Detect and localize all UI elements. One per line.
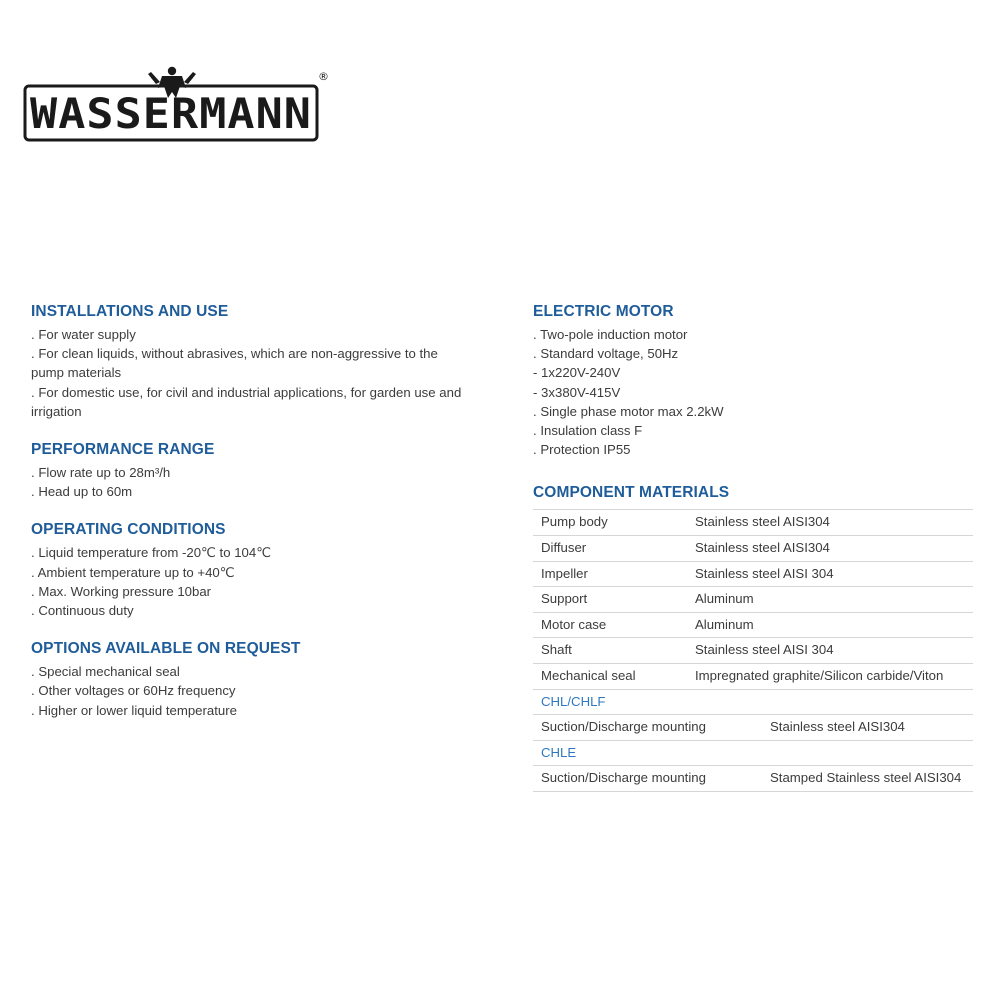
material-cell: Impregnated graphite/Silicon carbide/Viton xyxy=(687,663,973,689)
installations-list xyxy=(31,325,491,421)
installations-section xyxy=(31,302,491,421)
table-row xyxy=(533,510,973,536)
material-cell: Aluminum xyxy=(687,587,973,613)
performance-list xyxy=(31,463,491,501)
material-cell: Aluminum xyxy=(687,612,973,638)
list-item: . Liquid temperature from -20℃ to 104℃ xyxy=(31,545,272,561)
list-item: - 3x380V-415V xyxy=(533,384,621,400)
part-cell: Pump body xyxy=(533,510,687,536)
list-item: . For domestic use, for civil and industrial applications, for garden use and xyxy=(31,384,462,400)
right-column xyxy=(533,302,973,792)
list-item: . Max. Working pressure 10bar xyxy=(31,583,212,599)
motor-section xyxy=(533,302,973,459)
group-label-chle: CHLE xyxy=(533,740,973,766)
performance-section xyxy=(31,440,491,501)
list-item: . For water supply xyxy=(31,327,136,342)
list-item: . Continuous duty xyxy=(31,603,134,619)
table-row xyxy=(533,715,973,741)
list-item: . Other voltages or 60Hz frequency xyxy=(31,683,236,699)
materials-table xyxy=(533,509,973,689)
installations-heading: INSTALLATIONS AND USE xyxy=(31,303,229,320)
list-item: . Standard voltage, 50Hz xyxy=(533,346,679,362)
table-row xyxy=(533,638,973,664)
part-cell: Support xyxy=(533,587,687,613)
group-row xyxy=(533,690,973,715)
list-item: . Higher or lower liquid temperature xyxy=(31,702,237,718)
material-cell: Stainless steel AISI 304 xyxy=(687,638,973,664)
wassermann-logo-icon xyxy=(22,62,327,144)
options-heading: OPTIONS AVAILABLE ON REQUEST xyxy=(31,640,301,658)
table-row xyxy=(533,766,973,792)
material-cell: Stainless steel AISI 304 xyxy=(687,561,973,587)
options-list xyxy=(31,662,491,720)
table-row xyxy=(533,536,973,562)
list-item: . Protection IP55 xyxy=(533,442,631,458)
performance-heading: PERFORMANCE RANGE xyxy=(31,441,215,459)
list-item: . For clean liquids, without abrasives, which are non-aggressive to the xyxy=(31,346,438,362)
list-item: irrigation xyxy=(31,403,82,419)
group-label-chl: CHL/CHLF xyxy=(533,690,973,715)
list-item: . Ambient temperature up to +40℃ xyxy=(31,564,235,580)
part-cell: Suction/Discharge mounting xyxy=(533,715,762,741)
list-item: pump materials xyxy=(31,365,122,381)
part-cell: Mechanical seal xyxy=(533,663,687,689)
list-item: . Single phase motor max 2.2kW xyxy=(533,403,724,419)
table-row xyxy=(533,612,973,638)
motor-heading: ELECTRIC MOTOR xyxy=(533,303,674,320)
list-item: . Insulation class F xyxy=(533,423,643,439)
material-cell: Stamped Stainless steel AISI304 xyxy=(762,766,973,792)
material-cell: Stainless steel AISI304 xyxy=(687,536,973,562)
materials-heading: COMPONENT MATERIALS xyxy=(533,484,730,502)
table-row xyxy=(533,561,973,587)
operating-list xyxy=(31,543,491,620)
operating-heading: OPERATING CONDITIONS xyxy=(31,521,226,539)
list-item: . Head up to 60m xyxy=(31,484,133,500)
list-item: . Two-pole induction motor xyxy=(533,327,688,342)
list-item: . Special mechanical seal xyxy=(31,664,180,680)
part-cell: Impeller xyxy=(533,561,687,587)
part-cell: Suction/Discharge mounting xyxy=(533,766,762,792)
options-section xyxy=(31,639,491,720)
logo-wordmark: WASSERMANN xyxy=(30,89,312,138)
list-item: - 1x220V-240V xyxy=(533,365,621,381)
material-cell: Stainless steel AISI304 xyxy=(687,510,973,536)
materials-group-table-chl xyxy=(533,690,973,792)
table-row xyxy=(533,587,973,613)
table-row xyxy=(533,663,973,689)
material-cell: Stainless steel AISI304 xyxy=(762,715,973,741)
part-cell: Motor case xyxy=(533,612,687,638)
brand-logo xyxy=(22,62,327,144)
list-item: . Flow rate up to 28m³/h xyxy=(31,465,171,481)
left-column xyxy=(31,302,491,739)
part-cell: Diffuser xyxy=(533,536,687,562)
operating-section xyxy=(31,520,491,620)
part-cell: Shaft xyxy=(533,638,687,664)
registered-mark: ® xyxy=(318,70,329,83)
motor-list xyxy=(533,325,973,459)
group-row xyxy=(533,740,973,766)
